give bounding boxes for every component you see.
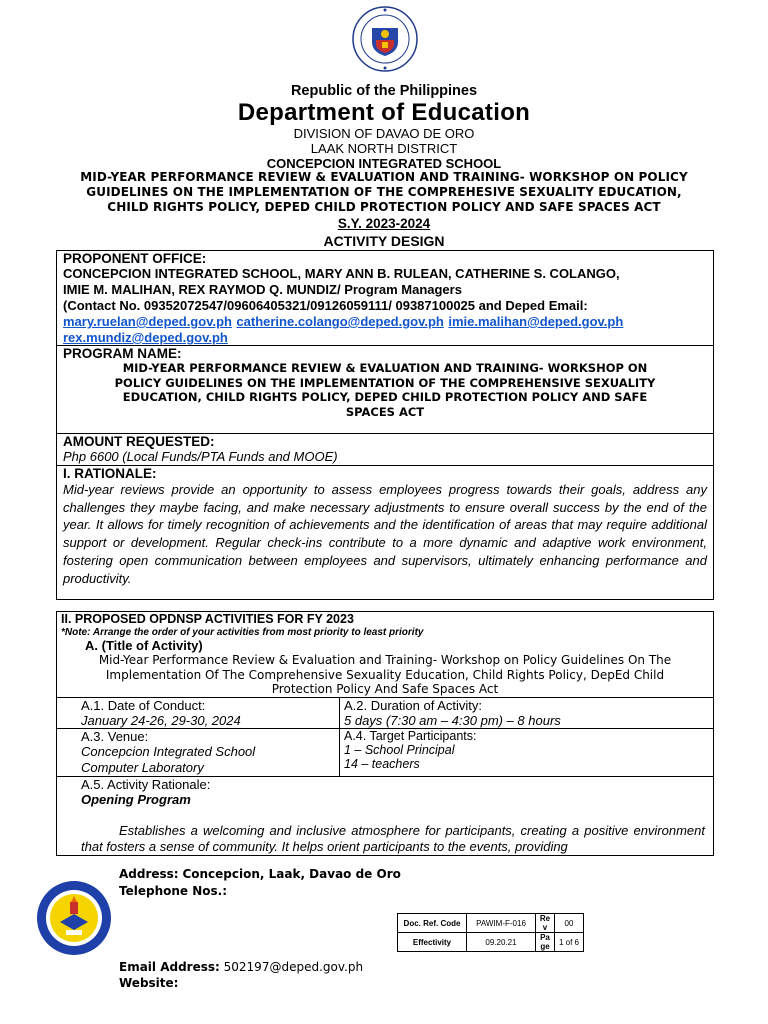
activity-title-line: GUIDELINES ON THE IMPLEMENTATION OF THE COMPREHESIVE SEXUALITY EDUCATION, [86,185,682,199]
website-label: Website: [119,976,179,990]
amount-label: AMOUNT REQUESTED: [63,434,215,449]
address-line [119,867,401,881]
date-cell [57,697,340,728]
email-link[interactable]: mary.ruelan@deped.gov.ph [63,314,232,329]
section2-header-cell [57,612,714,698]
activity-a-title-line: Mid-Year Performance Review & Evaluation and Training- Workshop on Policy Guidelines On The [98,653,672,667]
effectivity-label: Effectivity [398,933,467,952]
page-value: 1 of 6 [555,933,584,952]
rev-value: 00 [555,914,584,933]
program-name-line: POLICY GUIDELINES ON THE IMPLEMENTATION OF THE COMPREHENSIVE SEXUALITY [114,375,656,390]
rationale-label: I. RATIONALE: [63,466,157,481]
republic-heading: Republic of the Philippines [290,83,478,99]
activity-rationale-label: A.5. Activity Rationale: [81,776,211,792]
opening-program-text: Establishes a welcoming and inclusive atmosphere for participants, creating a positive environment that fosters a sense of community. It helps orient participants to the events, providing [81,822,705,854]
proponent-label: PROPONENT OFFICE: [63,251,207,266]
school-logo [36,880,112,956]
document-type: ACTIVITY DESIGN [323,233,445,249]
email-link[interactable]: catherine.colango@deped.gov.ph [236,314,444,329]
email-value[interactable]: 502197@deped.gov.ph [223,960,364,974]
rev-label: Re v [536,914,555,933]
school-heading: CONCEPCION INTEGRATED SCHOOL [266,156,502,171]
doc-ref-table [397,913,584,952]
proponent-line: IMIE M. MALIHAN, REX RAYMOD Q. MUNDIZ/ Program Managers [63,282,462,297]
program-name-line: EDUCATION, CHILD RIGHTS POLICY, DEPED CHILD PROTECTION POLICY AND SAFE [122,390,648,404]
deped-seal [352,6,418,72]
proposed-activities-table [56,611,714,856]
activity-a-title-line: Implementation Of The Comprehensive Sexuality Education, Child Rights Policy, DepEd Child [105,667,665,682]
school-year: S.Y. 2023-2024 [337,216,431,231]
email-label: Email Address: [119,960,220,974]
telephone-line [119,884,227,898]
date-label: A.1. Date of Conduct: [81,697,206,713]
email-link[interactable]: rex.mundiz@deped.gov.ph [63,330,228,345]
district-heading: LAAK NORTH DISTRICT [310,141,458,156]
activity-design-table [56,250,714,600]
division-heading: DIVISION OF DAVAO DE ORO [293,126,475,141]
proponent-cell [57,251,714,346]
venue-value: Concepcion Integrated School [81,743,256,759]
duration-label: A.2. Duration of Activity: [344,697,483,713]
activity-title-line: MID-YEAR PERFORMANCE REVIEW & EVALUATION AND TRAINING- WORKSHOP ON POLICY [80,170,688,184]
email-line [119,960,363,974]
participants-cell [340,728,714,776]
effectivity-value: 09.20.21 [467,933,536,952]
rationale-text: Mid-year reviews provide an opportunity to assess employees progress towards their goals, address any challenges they maybe facing, and make necessary adjustments to ensure overall success by the end of the year. It allows for timely recognition of achievements and the identification of areas that may require additional support or development. Regular check-ins contribute to a more dynamic and adaptive work environment, fostering open communication between employees and supervisors, ultimately enhancing performance and productivity. [63,482,707,586]
participants-label: A.4. Target Participants: [344,728,477,743]
activity-a-label: A. (Title of Activity) [85,638,203,653]
activity-rationale-cell [57,776,714,855]
email-link[interactable]: imie.malihan@deped.gov.ph [448,314,624,329]
program-name-line: MID-YEAR PERFORMANCE REVIEW & EVALUATION AND TRAINING- WORKSHOP ON [122,361,648,375]
address-label: Address: [119,867,179,881]
program-label: PROGRAM NAME: [63,346,182,361]
participants-value: 14 – teachers [344,756,420,771]
amount-value: Php 6600 (Local Funds/PTA Funds and MOOE) [63,449,338,464]
activity-title [0,170,768,215]
section2-label: II. PROPOSED OPDNSP ACTIVITIES FOR FY 2023 [61,612,354,626]
department-heading: Department of Education [237,99,531,126]
duration-cell [340,697,714,728]
doc-ref-code-value: PAWIM-F-016 [467,914,536,933]
venue-cell [57,728,340,776]
priority-note: *Note: Arrange the order of your activities from most priority to least priority [61,627,424,638]
website-line [119,976,178,990]
contact-line: (Contact No. 09352072547/09606405321/09126059111/ 09387100025 and Deped Email: [63,298,588,313]
program-cell [57,346,714,434]
participants-value: 1 – School Principal [344,742,455,757]
venue-label: A.3. Venue: [81,728,149,744]
program-name-line: SPACES ACT [345,404,425,419]
activity-a-title-line: Protection Policy And Safe Spaces Act [271,682,499,696]
venue-value: Computer Laboratory [81,759,204,775]
opening-program-heading: Opening Program [81,791,191,807]
address-value: Concepcion, Laak, Davao de Oro [182,867,401,881]
doc-ref-code-label: Doc. Ref. Code [398,914,467,933]
proponent-line: CONCEPCION INTEGRATED SCHOOL, MARY ANN B. RULEAN, CATHERINE S. COLANGO, [63,266,620,281]
page-label: Pa ge [536,933,555,952]
duration-value: 5 days (7:30 am – 4:30 pm) – 8 hours [344,712,561,728]
activity-title-line: CHILD RIGHTS POLICY, DEPED CHILD PROTECTION POLICY AND SAFE SPACES ACT [107,200,661,214]
rationale-cell [57,466,714,600]
telephone-label: Telephone Nos.: [119,884,228,898]
date-value: January 24-26, 29-30, 2024 [81,712,241,728]
amount-cell [57,434,714,466]
